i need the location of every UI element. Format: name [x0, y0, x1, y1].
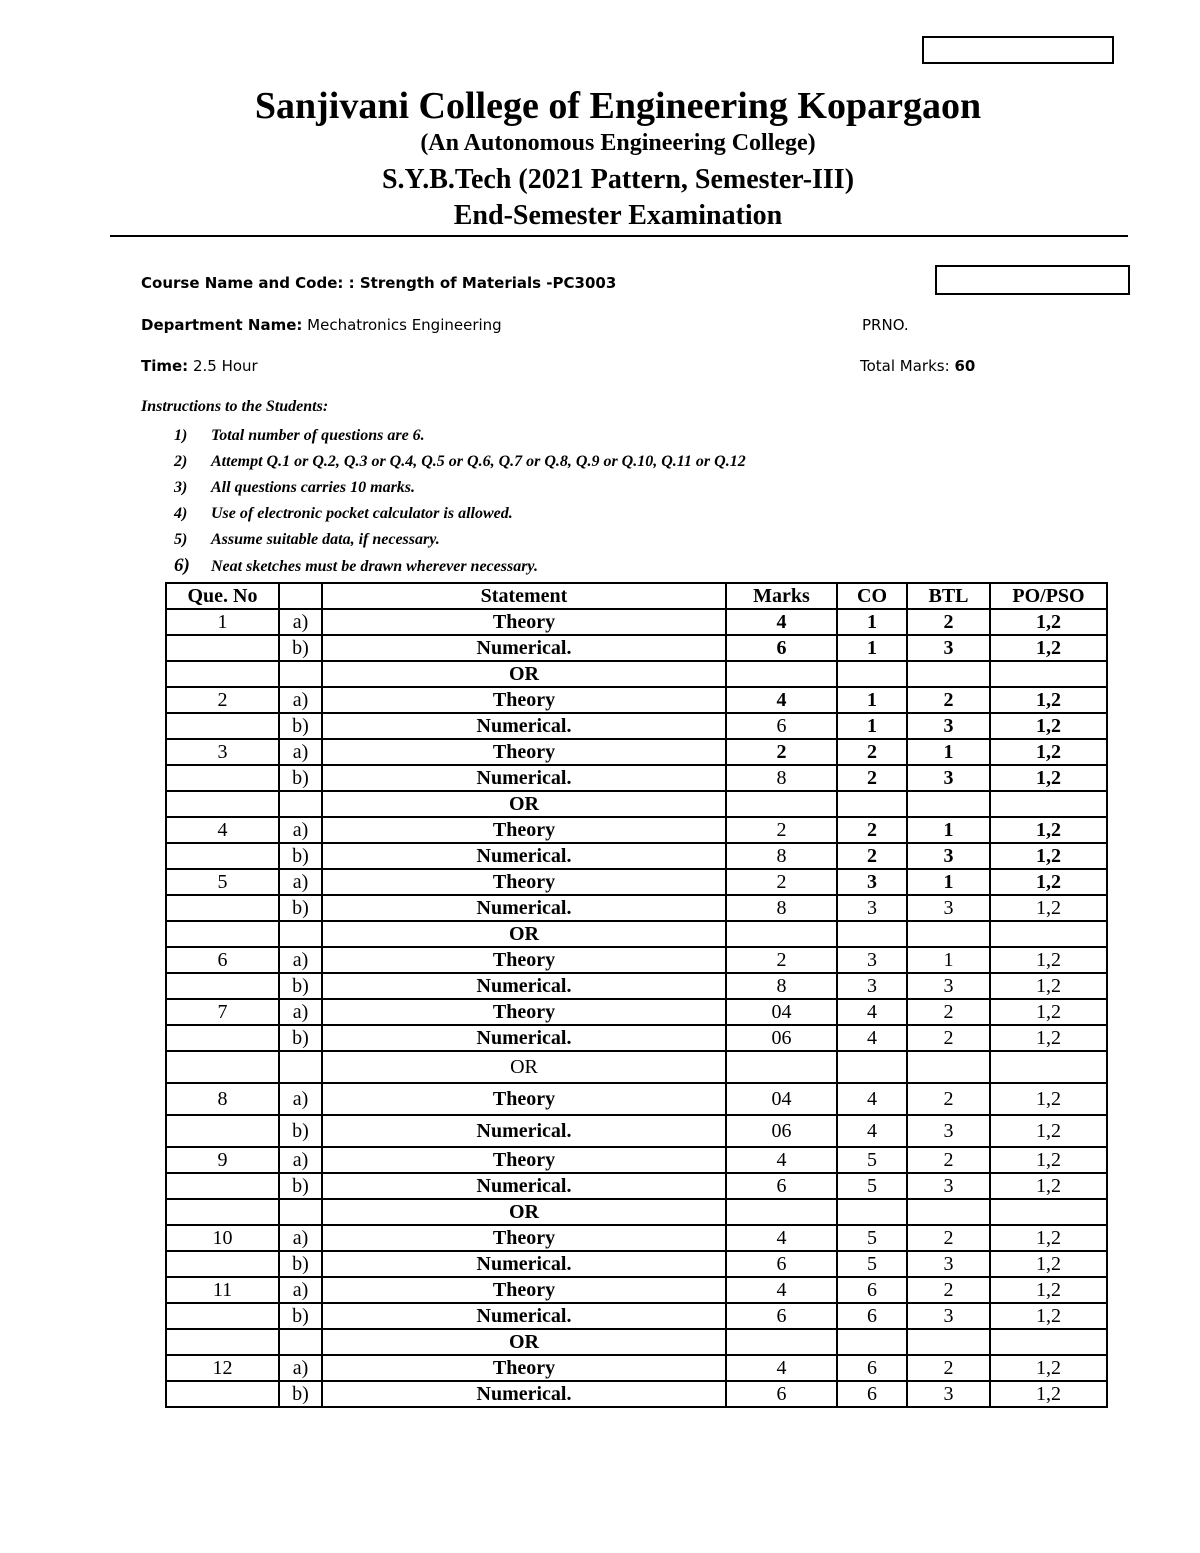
- co-cell: [837, 791, 907, 817]
- college-name: Sanjivani College of Engineering Kopargaon: [254, 85, 982, 127]
- marks-cell: 8: [726, 895, 837, 921]
- btl-cell: 2: [907, 609, 990, 635]
- que-no-cell: [166, 921, 279, 947]
- po-pso-cell: 1,2: [990, 817, 1107, 843]
- po-pso-cell: 1,2: [990, 1381, 1107, 1407]
- marks-cell: 4: [726, 687, 837, 713]
- question-table: [165, 582, 1108, 1408]
- btl-cell: 3: [907, 635, 990, 661]
- co-cell: 5: [837, 1173, 907, 1199]
- statement-cell: Theory: [322, 1277, 726, 1303]
- marks-cell: 4: [726, 609, 837, 635]
- statement-cell: OR: [322, 1051, 726, 1083]
- statement-cell: Numerical.: [322, 973, 726, 999]
- part-cell: [279, 791, 322, 817]
- header-statement: Statement: [322, 583, 726, 609]
- co-cell: 1: [837, 635, 907, 661]
- co-cell: 2: [837, 817, 907, 843]
- time-label: Time:: [141, 357, 189, 375]
- que-no-cell: [166, 1199, 279, 1225]
- marks-cell: 6: [726, 635, 837, 661]
- table-row: [166, 791, 1107, 817]
- part-cell: b): [279, 973, 322, 999]
- part-cell: b): [279, 1381, 322, 1407]
- co-cell: 3: [837, 869, 907, 895]
- btl-cell: [907, 1329, 990, 1355]
- table-row: [166, 1173, 1107, 1199]
- co-cell: 6: [837, 1381, 907, 1407]
- que-no-cell: [166, 1381, 279, 1407]
- part-cell: [279, 661, 322, 687]
- co-cell: 3: [837, 895, 907, 921]
- que-no-cell: 9: [166, 1147, 279, 1173]
- instructions-title: Instructions to the Students:: [141, 398, 329, 415]
- que-no-cell: [166, 765, 279, 791]
- header-co: CO: [837, 583, 907, 609]
- part-cell: a): [279, 947, 322, 973]
- table-row: [166, 1147, 1107, 1173]
- marks-cell: 04: [726, 1083, 837, 1115]
- table-row: [166, 973, 1107, 999]
- part-cell: a): [279, 609, 322, 635]
- part-cell: b): [279, 1173, 322, 1199]
- marks-cell: 4: [726, 1225, 837, 1251]
- table-row: [166, 1277, 1107, 1303]
- po-pso-cell: 1,2: [990, 1303, 1107, 1329]
- part-cell: a): [279, 817, 322, 843]
- co-cell: 2: [837, 843, 907, 869]
- table-row: [166, 687, 1107, 713]
- que-no-cell: 8: [166, 1083, 279, 1115]
- course-value: : Strength of Materials -PC3003: [343, 274, 617, 292]
- header-btl: BTL: [907, 583, 990, 609]
- part-cell: a): [279, 1147, 322, 1173]
- prn-input-box[interactable]: [935, 265, 1130, 295]
- marks-cell: 2: [726, 817, 837, 843]
- total-marks-line: [860, 357, 975, 375]
- btl-cell: 3: [907, 713, 990, 739]
- btl-cell: [907, 921, 990, 947]
- co-cell: 1: [837, 609, 907, 635]
- statement-cell: Theory: [322, 1147, 726, 1173]
- co-cell: 5: [837, 1225, 907, 1251]
- table-row: [166, 895, 1107, 921]
- que-no-cell: [166, 895, 279, 921]
- instruction-item: 1) Total number of questions are 6.: [174, 427, 425, 444]
- po-pso-cell: 1,2: [990, 1355, 1107, 1381]
- btl-cell: 3: [907, 765, 990, 791]
- statement-cell: OR: [322, 921, 726, 947]
- course-label: Course Name and Code:: [141, 274, 344, 292]
- po-pso-cell: [990, 661, 1107, 687]
- co-cell: 1: [837, 713, 907, 739]
- department-line: [141, 316, 502, 334]
- table-row: [166, 921, 1107, 947]
- btl-cell: 3: [907, 843, 990, 869]
- statement-cell: Numerical.: [322, 765, 726, 791]
- part-cell: [279, 1329, 322, 1355]
- btl-cell: 3: [907, 973, 990, 999]
- btl-cell: 3: [907, 1115, 990, 1147]
- co-cell: 2: [837, 739, 907, 765]
- marks-cell: 06: [726, 1115, 837, 1147]
- part-cell: a): [279, 1277, 322, 1303]
- time-value: 2.5 Hour: [188, 357, 258, 375]
- que-no-cell: [166, 791, 279, 817]
- table-row: [166, 1381, 1107, 1407]
- que-no-cell: [166, 1251, 279, 1277]
- table-row: [166, 869, 1107, 895]
- que-no-cell: 10: [166, 1225, 279, 1251]
- table-row: [166, 947, 1107, 973]
- po-pso-cell: 1,2: [990, 1025, 1107, 1051]
- co-cell: 1: [837, 687, 907, 713]
- po-pso-cell: 1,2: [990, 843, 1107, 869]
- co-cell: 2: [837, 765, 907, 791]
- que-no-cell: 2: [166, 687, 279, 713]
- marks-cell: 8: [726, 843, 837, 869]
- po-pso-cell: 1,2: [990, 1173, 1107, 1199]
- que-no-cell: 7: [166, 999, 279, 1025]
- po-pso-cell: 1,2: [990, 869, 1107, 895]
- table-row: [166, 1051, 1107, 1083]
- marks-cell: [726, 661, 837, 687]
- marks-cell: 4: [726, 1277, 837, 1303]
- table-row: [166, 843, 1107, 869]
- statement-cell: OR: [322, 661, 726, 687]
- statement-cell: Numerical.: [322, 843, 726, 869]
- table-row: [166, 635, 1107, 661]
- instruction-item: 3) All questions carries 10 marks.: [174, 479, 416, 496]
- po-pso-cell: 1,2: [990, 947, 1107, 973]
- po-pso-cell: 1,2: [990, 1083, 1107, 1115]
- que-no-cell: 3: [166, 739, 279, 765]
- po-pso-cell: 1,2: [990, 687, 1107, 713]
- btl-cell: [907, 791, 990, 817]
- co-cell: 6: [837, 1355, 907, 1381]
- que-no-cell: 11: [166, 1277, 279, 1303]
- statement-cell: Theory: [322, 869, 726, 895]
- que-no-cell: 4: [166, 817, 279, 843]
- co-cell: 4: [837, 1025, 907, 1051]
- marks-cell: 2: [726, 947, 837, 973]
- co-cell: [837, 661, 907, 687]
- co-cell: 5: [837, 1147, 907, 1173]
- marks-cell: [726, 1051, 837, 1083]
- table-row: [166, 713, 1107, 739]
- table-row: [166, 1199, 1107, 1225]
- part-cell: b): [279, 895, 322, 921]
- statement-cell: Numerical.: [322, 1303, 726, 1329]
- co-cell: 3: [837, 947, 907, 973]
- statement-cell: Numerical.: [322, 1115, 726, 1147]
- department-value: Mechatronics Engineering: [302, 316, 502, 334]
- co-cell: 4: [837, 999, 907, 1025]
- table-row: [166, 765, 1107, 791]
- btl-cell: 3: [907, 1173, 990, 1199]
- marks-cell: 4: [726, 1147, 837, 1173]
- table-row: [166, 1025, 1107, 1051]
- part-cell: [279, 921, 322, 947]
- btl-cell: 2: [907, 687, 990, 713]
- po-pso-cell: 1,2: [990, 973, 1107, 999]
- table-row: [166, 1115, 1107, 1147]
- total-marks-value: 60: [954, 357, 976, 375]
- part-cell: b): [279, 1115, 322, 1147]
- statement-cell: Numerical.: [322, 1381, 726, 1407]
- btl-cell: 2: [907, 1147, 990, 1173]
- table-row: [166, 661, 1107, 687]
- po-pso-cell: [990, 921, 1107, 947]
- instruction-item: 5) Assume suitable data, if necessary.: [174, 531, 440, 548]
- instruction-item: 4) Use of electronic pocket calculator is allowed.: [174, 505, 513, 522]
- marks-cell: 4: [726, 1355, 837, 1381]
- marks-cell: 8: [726, 765, 837, 791]
- po-pso-cell: 1,2: [990, 609, 1107, 635]
- btl-cell: 1: [907, 817, 990, 843]
- statement-cell: OR: [322, 1329, 726, 1355]
- po-pso-cell: 1,2: [990, 1251, 1107, 1277]
- statement-cell: Numerical.: [322, 1251, 726, 1277]
- po-pso-cell: 1,2: [990, 895, 1107, 921]
- po-pso-cell: 1,2: [990, 765, 1107, 791]
- header-marks: Marks: [726, 583, 837, 609]
- instruction-item: 6) Neat sketches must be drawn wherever necessary.: [174, 555, 538, 576]
- que-no-cell: 1: [166, 609, 279, 635]
- statement-cell: Numerical.: [322, 1173, 726, 1199]
- marks-cell: [726, 1329, 837, 1355]
- statement-cell: Theory: [322, 687, 726, 713]
- marks-cell: 04: [726, 999, 837, 1025]
- marks-cell: 2: [726, 869, 837, 895]
- po-pso-cell: 1,2: [990, 999, 1107, 1025]
- part-cell: b): [279, 635, 322, 661]
- btl-cell: [907, 1051, 990, 1083]
- seat-number-box[interactable]: [922, 36, 1114, 64]
- table-row: [166, 817, 1107, 843]
- table-row: [166, 1355, 1107, 1381]
- que-no-cell: [166, 1025, 279, 1051]
- btl-cell: 2: [907, 1277, 990, 1303]
- co-cell: 4: [837, 1083, 907, 1115]
- statement-cell: Theory: [322, 1225, 726, 1251]
- que-no-cell: [166, 713, 279, 739]
- marks-cell: 06: [726, 1025, 837, 1051]
- que-no-cell: [166, 1051, 279, 1083]
- part-cell: a): [279, 1225, 322, 1251]
- que-no-cell: 5: [166, 869, 279, 895]
- po-pso-cell: 1,2: [990, 1277, 1107, 1303]
- table-row: [166, 1225, 1107, 1251]
- table-row: [166, 1083, 1107, 1115]
- part-cell: a): [279, 1083, 322, 1115]
- btl-cell: [907, 1199, 990, 1225]
- header-divider: [110, 235, 1128, 237]
- table-row: [166, 999, 1107, 1025]
- table-row: [166, 1251, 1107, 1277]
- part-cell: a): [279, 869, 322, 895]
- table-row: [166, 609, 1107, 635]
- college-subtitle: (An Autonomous Engineering College): [420, 130, 816, 156]
- co-cell: [837, 1199, 907, 1225]
- marks-cell: 6: [726, 1251, 837, 1277]
- statement-cell: OR: [322, 791, 726, 817]
- btl-cell: 1: [907, 869, 990, 895]
- po-pso-cell: [990, 1329, 1107, 1355]
- statement-cell: Theory: [322, 1355, 726, 1381]
- marks-cell: 8: [726, 973, 837, 999]
- statement-cell: Theory: [322, 609, 726, 635]
- statement-cell: Numerical.: [322, 1025, 726, 1051]
- btl-cell: 3: [907, 1251, 990, 1277]
- co-cell: [837, 1051, 907, 1083]
- que-no-cell: [166, 661, 279, 687]
- total-marks-label: Total Marks:: [860, 357, 950, 375]
- part-cell: b): [279, 1303, 322, 1329]
- marks-cell: [726, 791, 837, 817]
- btl-cell: [907, 661, 990, 687]
- po-pso-cell: 1,2: [990, 739, 1107, 765]
- co-cell: 3: [837, 973, 907, 999]
- que-no-cell: 6: [166, 947, 279, 973]
- part-cell: a): [279, 739, 322, 765]
- btl-cell: 1: [907, 947, 990, 973]
- po-pso-cell: 1,2: [990, 1147, 1107, 1173]
- department-label: Department Name:: [141, 316, 303, 334]
- part-cell: b): [279, 713, 322, 739]
- table-row: [166, 739, 1107, 765]
- btl-cell: 3: [907, 895, 990, 921]
- btl-cell: 2: [907, 1225, 990, 1251]
- part-cell: [279, 1051, 322, 1083]
- statement-cell: Theory: [322, 999, 726, 1025]
- statement-cell: OR: [322, 1199, 726, 1225]
- table-row: [166, 1303, 1107, 1329]
- marks-cell: 6: [726, 1173, 837, 1199]
- statement-cell: Numerical.: [322, 713, 726, 739]
- que-no-cell: 12: [166, 1355, 279, 1381]
- prn-label: PRNO.: [862, 316, 909, 334]
- que-no-cell: [166, 1303, 279, 1329]
- po-pso-cell: [990, 1199, 1107, 1225]
- part-cell: b): [279, 1251, 322, 1277]
- part-cell: b): [279, 1025, 322, 1051]
- statement-cell: Theory: [322, 947, 726, 973]
- que-no-cell: [166, 1115, 279, 1147]
- po-pso-cell: 1,2: [990, 635, 1107, 661]
- co-cell: 6: [837, 1277, 907, 1303]
- que-no-cell: [166, 1329, 279, 1355]
- marks-cell: 6: [726, 713, 837, 739]
- header-part: [279, 583, 322, 609]
- instruction-item: 2) Attempt Q.1 or Q.2, Q.3 or Q.4, Q.5 or Q.6, Q.7 or Q.8, Q.9 or Q.10, Q.11 or Q.12: [174, 453, 746, 470]
- marks-cell: [726, 1199, 837, 1225]
- po-pso-cell: 1,2: [990, 1115, 1107, 1147]
- po-pso-cell: 1,2: [990, 713, 1107, 739]
- part-cell: a): [279, 999, 322, 1025]
- que-no-cell: [166, 635, 279, 661]
- part-cell: b): [279, 843, 322, 869]
- btl-cell: 2: [907, 1355, 990, 1381]
- statement-cell: Theory: [322, 739, 726, 765]
- instructions-list: [174, 424, 746, 580]
- co-cell: [837, 921, 907, 947]
- table-row: [166, 1329, 1107, 1355]
- part-cell: b): [279, 765, 322, 791]
- btl-cell: 2: [907, 1025, 990, 1051]
- btl-cell: 3: [907, 1381, 990, 1407]
- po-pso-cell: 1,2: [990, 1225, 1107, 1251]
- po-pso-cell: [990, 791, 1107, 817]
- course-pattern: S.Y.B.Tech (2021 Pattern, Semester-III): [381, 164, 855, 195]
- btl-cell: 3: [907, 1303, 990, 1329]
- header-po-pso: PO/PSO: [990, 583, 1107, 609]
- co-cell: 6: [837, 1303, 907, 1329]
- part-cell: a): [279, 687, 322, 713]
- time-line: [141, 357, 258, 375]
- table-header-row: [166, 583, 1107, 609]
- statement-cell: Theory: [322, 1083, 726, 1115]
- statement-cell: Numerical.: [322, 895, 726, 921]
- marks-cell: 2: [726, 739, 837, 765]
- que-no-cell: [166, 973, 279, 999]
- statement-cell: Theory: [322, 817, 726, 843]
- header-que-no: Que. No: [166, 583, 279, 609]
- que-no-cell: [166, 1173, 279, 1199]
- marks-cell: 6: [726, 1303, 837, 1329]
- part-cell: a): [279, 1355, 322, 1381]
- btl-cell: 2: [907, 1083, 990, 1115]
- exam-title: End-Semester Examination: [453, 200, 783, 231]
- btl-cell: 1: [907, 739, 990, 765]
- co-cell: 5: [837, 1251, 907, 1277]
- co-cell: [837, 1329, 907, 1355]
- co-cell: 4: [837, 1115, 907, 1147]
- marks-cell: [726, 921, 837, 947]
- marks-cell: 6: [726, 1381, 837, 1407]
- part-cell: [279, 1199, 322, 1225]
- que-no-cell: [166, 843, 279, 869]
- statement-cell: Numerical.: [322, 635, 726, 661]
- btl-cell: 2: [907, 999, 990, 1025]
- course-line: [141, 274, 616, 292]
- po-pso-cell: [990, 1051, 1107, 1083]
